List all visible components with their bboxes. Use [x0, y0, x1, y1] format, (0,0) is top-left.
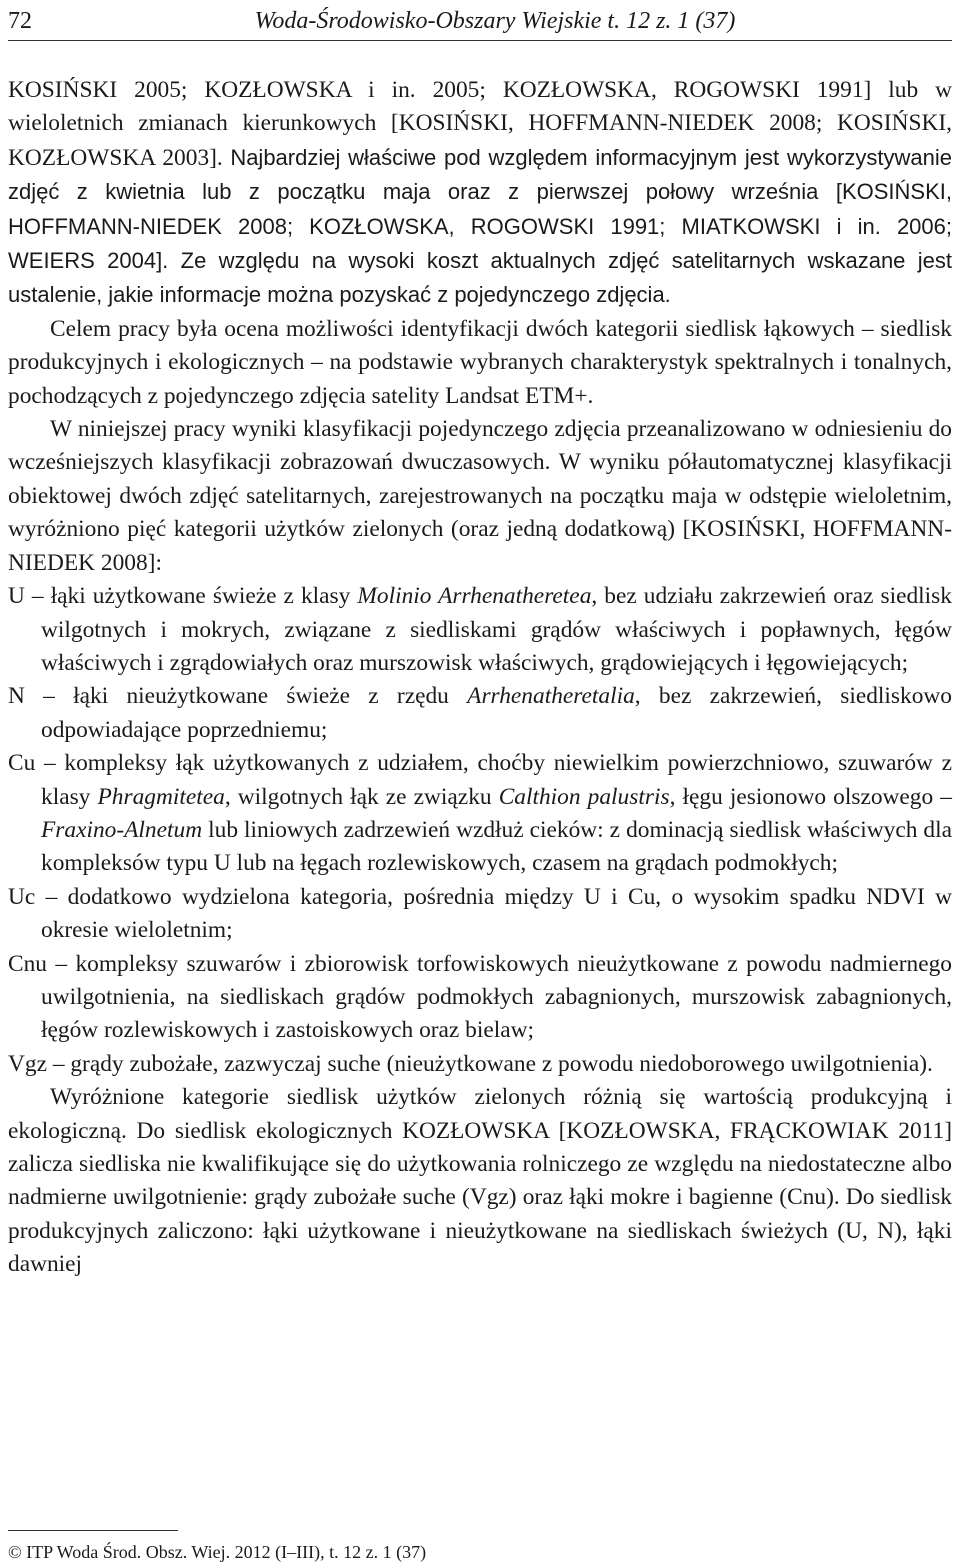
- category-cu: [8, 747, 952, 881]
- category-vgz: Vgz – grądy zubożałe, zazwyczaj suche (nieużytkowane z powodu niedoborowego uwilgotnienia).: [8, 1050, 933, 1077]
- category-u-text: U – łąki użytkowane świeże z klasy: [8, 583, 358, 610]
- paragraph-intro: [8, 74, 952, 313]
- paragraph-aim: Celem pracy była ocena możliwości identyfikacji dwóch kategorii siedlisk łąkowych – siedlisk produkcyjnych i ekologicznych – na podstawie wybranych charakterystyk spektralnych i tonalnych, pochodzących z pojedynczego zdjęcia satelity Landsat ETM+.: [8, 315, 952, 409]
- category-cu-taxon-1: Phragmitetea: [97, 783, 225, 810]
- document-page: [8, 0, 952, 1562]
- paragraph-categories-value: Wyróżnione kategorie siedlisk użytków zielonych różnią się wartością produkcyjną i ekologiczną. Do siedlisk ekologicznych KOZŁOWSKA [KOZŁOWSKA, FRĄCKOWIAK 2011] zalicza siedliska nie kwalifikujące się do użytkowania rolniczego ze względu na niedostateczne albo nadmierne uwilgotnienie: grądy zubożałe suche (Vgz) oraz łąki mokre i bagienne (Cnu). Do siedlisk produkcyjnych zaliczono: łąki użytkowane i nieużytkowane na siedliskach świeżych (U, N), łąki dawniej: [8, 1084, 952, 1278]
- journal-title: Woda-Środowisko-Obszary Wiejskie t. 12 z. 1 (37): [254, 8, 736, 34]
- copyright-footer: © ITP Woda Środ. Obsz. Wiej. 2012 (I–III), t. 12 z. 1 (37): [8, 1542, 427, 1562]
- paragraph-classification: W niniejszej pracy wyniki klasyfikacji pojedynczego zdjęcia przeanalizowano w odniesieniu do wcześniejszych klasyfikacji zobrazowań dwuczasowych. W wyniku półautomatycznej klasyfikacji obiektowej dwóch zdjęć satelitarnych, zarejestrowanych na początku maja w odstępie wieloletnim, wyróżniono pięć kategorii użytków zielonych (oraz jedną dodatkową) [KOSIŃSKI, HOFFMANN-NIEDEK 2008]:: [8, 416, 952, 576]
- article-body: [8, 74, 952, 1282]
- category-cu-taxon-2: Calthion palustris: [498, 783, 670, 810]
- category-n-text-end: , bez zakrzewień, siedliskowo odpowiadające poprzedniemu;: [41, 683, 952, 743]
- category-u-taxon: Molinio Arrhenatheretea: [357, 583, 592, 610]
- category-u: [8, 580, 952, 680]
- intro-citations: KOSIŃSKI 2005; KOZŁOWSKA i in. 2005; KOZŁOWSKA, ROGOWSKI 1991] lub w wieloletnich zmianach kierunkowych [KOSIŃSKI, HOFFMANN-NIEDEK 2008; KOSIŃSKI, KOZŁOWSKA 2003].: [8, 77, 952, 171]
- header-divider: [8, 40, 952, 41]
- intro-main-text: Najbardziej właściwe pod względem informacyjnym jest wykorzystywanie zdjęć z kwietnia lub z początku maja oraz z pierwszej połowy września [KOSIŃSKI, HOFFMANN-NIEDEK 2008; KOZŁOWSKA, ROGOWSKI 1991; MIATKOWSKI i in. 2006; WEIERS 2004]. Ze względu na wysoki koszt aktualnych zdjęć satelitarnych wskazane jest ustalenie, jakie informacje można pozyskać z pojedynczego zdjęcia.: [8, 144, 952, 308]
- footer-divider: [8, 1530, 178, 1531]
- category-list: [8, 580, 952, 1081]
- page-number: 72: [8, 8, 32, 34]
- category-cu-text-a: Cu – kompleksy łąk użytkowanych z udziałem, choćby niewielkim powierzchniowo, szuwarów z klasy: [8, 750, 952, 810]
- category-n-text: N – łąki nieużytkowane świeże z rzędu: [8, 683, 468, 710]
- category-cnu: Cnu – kompleksy szuwarów i zbiorowisk torfowiskowych nieużytkowane z powodu nadmiernego uwilgotnienia, na siedliskach grądów podmokłych zabagnionych, murszowisk zabagnionych, łęgów rozlewiskowych i zastoiskowych oraz bielaw;: [8, 950, 952, 1044]
- category-uc: Uc – dodatkowo wydzielona kategoria, pośrednia między U i Cu, o wysokim spadku NDVI w okresie wieloletnim;: [8, 883, 952, 944]
- category-cu-taxon-3: Fraxino-Alnetum: [41, 816, 203, 843]
- category-n: [8, 680, 952, 747]
- category-u-text-end: , bez udziału zakrzewień oraz siedlisk wilgotnych i mokrych, związane z siedliskami grądów właściwych i popławnych, łęgów właściwych i zgrądowiałych oraz murszowisk właściwych, grądowiejących i łęgowiejących;: [41, 583, 952, 676]
- category-cu-text-e: , łęgu jesionowo olszowego –: [669, 783, 952, 810]
- running-header: [8, 4, 952, 38]
- category-cu-text-c: , wilgotnych łąk ze związku: [224, 783, 499, 810]
- category-cu-text-g: lub liniowych zadrzewień wzdłuż cieków: z dominacją siedlisk właściwych dla kompleksów typu U lub na łęgach rozlewiskowych, czasem na grądach podmokłych;: [41, 816, 952, 877]
- category-n-taxon: Arrhenatheretalia: [467, 683, 635, 710]
